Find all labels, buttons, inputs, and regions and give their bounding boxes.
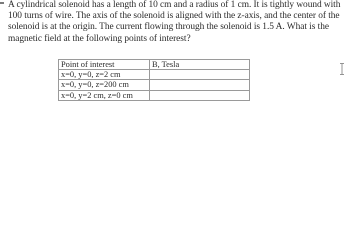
point-cell: x=0, y=2 cm, z=0 cm — [59, 90, 150, 100]
table-row — [59, 70, 250, 80]
list-bullet — [0, 2, 4, 4]
problem-line: 100 turns of wire. The axis of the solenoid is aligned with the z-axis, and the center of the — [8, 11, 340, 22]
table-row — [59, 90, 250, 100]
problem-line: solenoid is at the origin. The current flowing through the solenoid is 1.5 A. What is the — [8, 22, 329, 33]
text-cursor-icon — [339, 63, 345, 75]
column-header-b-field: B, Tesla — [150, 60, 250, 70]
problem-line: A cylindrical solenoid has a length of 10 cm and a radius of 1 cm. It is tightly wound with — [8, 0, 341, 10]
table-row — [59, 80, 250, 90]
answer-input-cell[interactable] — [150, 90, 250, 100]
table-header-row — [59, 60, 250, 70]
column-header-point: Point of interest — [59, 60, 150, 70]
answer-input-cell[interactable] — [150, 80, 250, 90]
problem-statement — [8, 0, 341, 45]
answer-input-cell[interactable] — [150, 70, 250, 80]
point-cell: x=0, y=0, z=200 cm — [59, 80, 150, 90]
point-cell: x=0, y=0, z=2 cm — [59, 70, 150, 80]
answer-table — [58, 59, 250, 101]
problem-line: magnetic field at the following points of interest? — [8, 33, 191, 44]
